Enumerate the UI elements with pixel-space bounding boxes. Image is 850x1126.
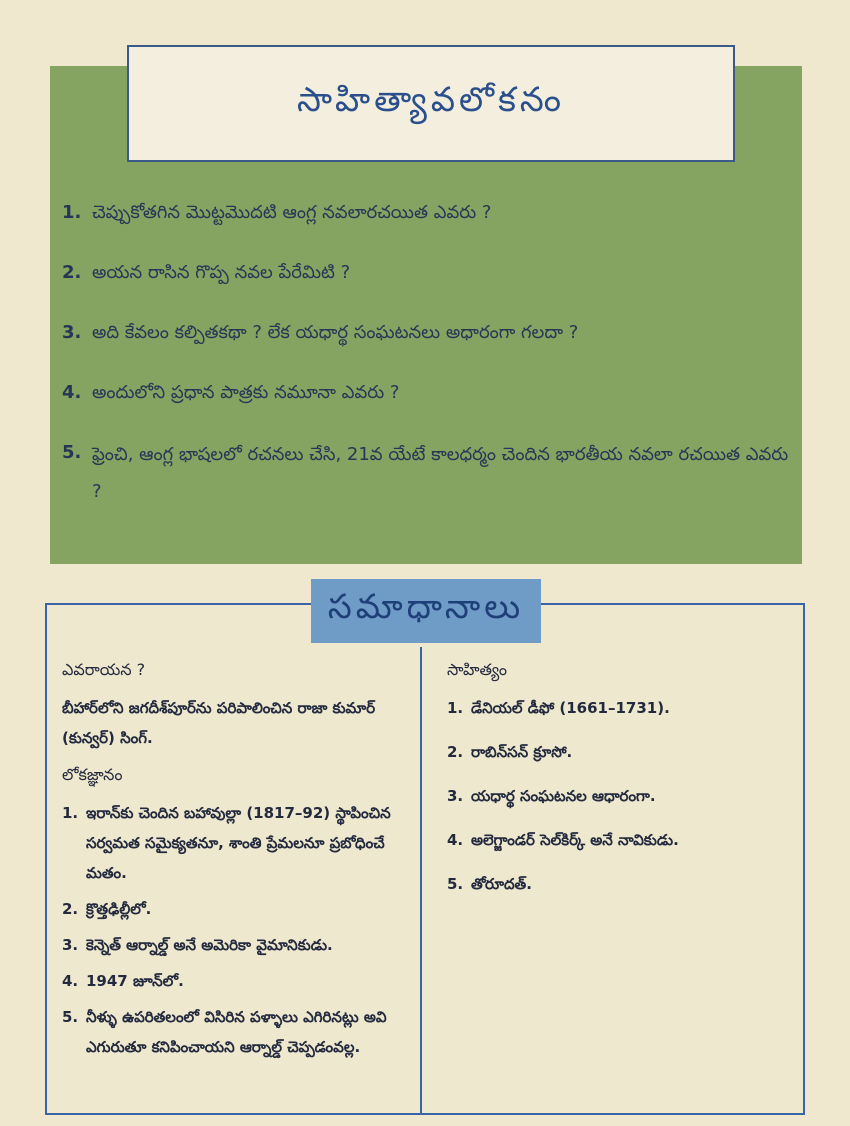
question-text: అయన రాసిన గొప్ప నవల పేరేమిటి ?: [92, 262, 351, 283]
literature-answer-5: [447, 869, 787, 899]
answer-number: 3.: [62, 936, 79, 954]
answers-right-column: [447, 660, 787, 913]
answer-number: 5.: [62, 1008, 79, 1026]
question-4: [62, 376, 792, 410]
page-title: సాహిత్యావలోకనం: [296, 79, 566, 120]
answer-number: 2.: [62, 900, 79, 918]
question-number: 1.: [62, 202, 82, 223]
literature-answer-1: [447, 693, 787, 723]
answer-text: ఇరాన్‌కు చెందిన బహావుల్లా (1817–92) స్థాపించిన సర్వమత సమైక్యతనూ, శాంతి ప్రేమలనూ ప్రబోధించే మతం.: [86, 804, 391, 882]
column-divider: [420, 647, 422, 1113]
gk-answer-2: [62, 894, 412, 924]
answer-text: డేనియల్ డీఫో (1661–1731).: [471, 699, 670, 717]
gk-answer-1: [62, 798, 412, 888]
answer-text: నీళ్ళు ఉపరితలంలో విసిరిన పళ్ళాలు ఎగిరినట్లు అవి ఎగురుతూ కనిపించాయని ఆర్నాల్డ్ చెప్పడంవల్ల.: [86, 1008, 387, 1056]
question-5: [62, 436, 792, 510]
question-text: అది కేవలం కల్పితకథా ? లేక యధార్థ సంఘటనలు అధారంగా గలదా ?: [92, 322, 579, 343]
answers-banner: [311, 579, 541, 643]
question-number: 5.: [62, 442, 82, 463]
question-number: 3.: [62, 322, 82, 343]
answer-text: తోరూదత్.: [471, 875, 532, 893]
question-3: [62, 316, 792, 350]
answer-text: కెన్నెత్ ఆర్నాల్డ్ అనే అమెరికా వైమానికుడు.: [86, 936, 333, 954]
answer-number: 2.: [447, 743, 464, 761]
question-2: [62, 256, 792, 290]
answer-text: యధార్థ సంఘటనల ఆధారంగా.: [471, 787, 656, 805]
who-heading: ఎవరాయన ?: [62, 660, 146, 679]
who-answer: బీహార్‌లోని జగదీశ్‌పూర్‌ను పరిపాలించిన రాజా కుమార్ (కున్వర్) సింగ్.: [62, 699, 376, 747]
question-number: 4.: [62, 382, 82, 403]
question-1: [62, 196, 792, 230]
answer-number: 1.: [62, 804, 79, 822]
answer-number: 5.: [447, 875, 464, 893]
answer-number: 4.: [62, 972, 79, 990]
answer-text: 1947 జూన్‌లో.: [86, 972, 184, 990]
gk-heading: లోకజ్ఞానం: [62, 765, 123, 784]
answers-left-column: [62, 660, 412, 1068]
literature-heading: సాహిత్యం: [447, 660, 507, 679]
question-number: 2.: [62, 262, 82, 283]
question-text: చెప్పుకోతగిన మొట్టమొదటి ఆంగ్ల నవలారచయిత ఎవరు ?: [92, 202, 492, 223]
answers-title: సమాధానాలు: [327, 587, 525, 627]
question-list: [62, 196, 792, 536]
answer-number: 4.: [447, 831, 464, 849]
answer-text: రాబిన్‌సన్ క్రూసో.: [471, 743, 573, 761]
literature-answer-4: [447, 825, 787, 855]
gk-answer-5: [62, 1002, 412, 1062]
answer-text: అలెగ్జాండర్ సెల్‌కిర్క్ అనే నావికుడు.: [471, 831, 679, 849]
question-text: ఫ్రెంచి, ఆంగ్ల భాషలలో రచనలు చేసి, 21వ యేటే కాలధర్మం చెందిన భారతీయ నవలా రచయిత ఎవరు ?: [92, 444, 789, 502]
answer-number: 3.: [447, 787, 464, 805]
gk-answer-4: [62, 966, 412, 996]
answer-text: క్రొత్తఢిల్లీలో.: [86, 900, 152, 918]
question-text: అందులోని ప్రధాన పాత్రకు నమూనా ఎవరు ?: [92, 382, 400, 403]
answer-number: 1.: [447, 699, 464, 717]
literature-answer-2: [447, 737, 787, 767]
literature-answer-3: [447, 781, 787, 811]
gk-answer-3: [62, 930, 412, 960]
title-box: [127, 45, 735, 162]
